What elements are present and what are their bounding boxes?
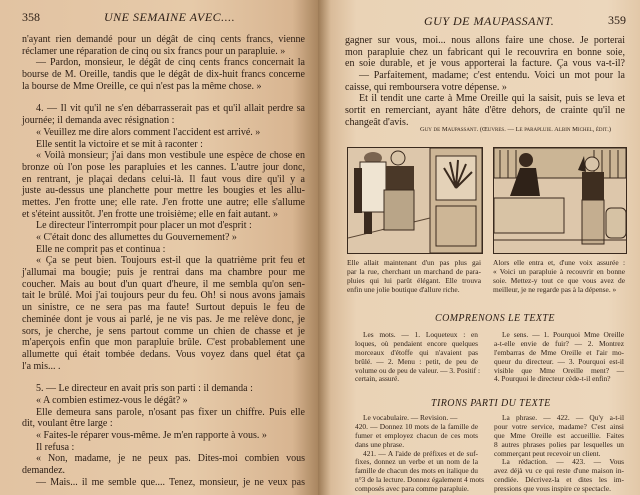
paragraph [22, 150, 305, 220]
text-line: commerçant peut recevoir un client. [494, 448, 601, 458]
paragraph [22, 430, 305, 442]
text-line: visible que Mme Oreille ment? — [494, 365, 624, 375]
text-line: mettes. J'en frotte une; elle rate. J'en frotte une autre; elle s'allume [22, 196, 305, 208]
comprenons-sens [494, 331, 624, 384]
running-head: GUY DE MAUPASSANT. [424, 14, 555, 28]
text-line: changeât d'avis. [345, 116, 409, 128]
paragraph [355, 448, 484, 494]
text-line: Elle allait maintenant d'un pas plus gai [347, 258, 481, 267]
running-head: UNE SEMAINE AVEC.... [104, 10, 236, 24]
text-line: 4. — Il vit qu'il ne s'en débarrasserait pas et qu'il allait perdre sa [36, 103, 305, 115]
text-line: Elle sentit la victoire et se mit à raconter : [36, 138, 203, 150]
text-line: bronze où l'on pose les parapluies et les cannes. L'autre jour donc, [22, 161, 305, 173]
text-line: pour votre service, madame? C'est ainsi [494, 421, 624, 431]
text-line: « Voici un parapluie à recouvrir en bonne [493, 267, 625, 276]
paragraph [22, 232, 305, 244]
paragraph [22, 442, 305, 454]
text-line: coucher. Mais au bout d'un quart d'heure, il me sembla qu'on sen- [22, 278, 305, 290]
paragraph [494, 331, 624, 384]
text-line: et s'éteint aussitôt. J'en frotte une troisième; elle en fait autant. » [22, 208, 279, 220]
text-line: « Voilà monsieur; j'ai dans mon vestibule une espèce de chose en [36, 150, 305, 162]
paragraph [22, 383, 305, 395]
paragraph [22, 57, 305, 92]
text-line: par la rue, cherchant un marchand de para- [347, 267, 481, 276]
text-line: La phrase. — 422. — Qu'y a-t-il [502, 413, 624, 422]
text-line: loques, où pendaient encore quelques [355, 338, 478, 348]
text-line: « Veuillez me dire alors comment l'accident est arrivé. » [36, 126, 261, 138]
text-line: dans une phrase. [355, 439, 405, 449]
tirons-phrase [494, 414, 624, 494]
page-number: 358 [22, 10, 40, 24]
paragraph-gap [22, 372, 305, 383]
paragraph [355, 330, 481, 384]
text-line: Le sens. — 1. Pourquoi Mme Oreille [502, 330, 624, 339]
text-line: réclamer une réparation de cinq ou six francs pour un parapluie. » [22, 45, 286, 57]
text-line: tait le brûlé. Moi j'ai toujours peur du feu. Oh! si nous avons jamais [22, 290, 305, 302]
text-line: que Mme Oreille est accueillie. Faites [494, 430, 624, 440]
text-line: enfin une jolie boutique d'allure riche. [347, 285, 460, 294]
text-line: m'aperçois enfin que mon parapluie brûle. C'est probablement une [22, 337, 305, 349]
paragraph [345, 35, 625, 70]
text-line: famille de chacun des mots en italique du [355, 466, 478, 476]
illustration-shop [493, 147, 627, 254]
text-line: sors, je cherche, je sens partout comme un chien de chasse et je [22, 325, 305, 337]
text-line: Il refusa : [36, 441, 75, 453]
paragraph [22, 407, 305, 430]
paragraph [345, 93, 625, 128]
text-line: un sinistre, ce ne sera pas ma faute! Surtout depuis le feu de [22, 302, 305, 314]
text-line: avez déjà vu ce qui reste d'une maison in- [494, 466, 624, 476]
text-line: Les mots. — 1. Loqueteux : en [363, 330, 478, 339]
right-page [318, 0, 640, 495]
illustration-shop-drawing [494, 148, 626, 253]
paragraph [22, 127, 305, 139]
illustration-street [347, 147, 483, 254]
text-line: Et il tendit une carte à Mme Oreille qui la saisit, puis se leva et [359, 93, 625, 105]
text-line: « C'était donc des allumettes du Gouvernement? » [36, 232, 237, 243]
text-line: allumette qui était tombée dedans. Vous voyez dans quel état ça [22, 348, 305, 360]
paragraph [347, 258, 481, 294]
text-line: certain, assuré. [355, 374, 400, 384]
paragraph [22, 34, 305, 57]
text-line: « Faites-le réparer vous-même. Je m'en rapporte à vous. » [36, 430, 267, 441]
paragraph [22, 220, 305, 232]
paragraph [22, 255, 305, 372]
paragraph [22, 395, 305, 407]
text-line: dit, voulant être large : [22, 418, 113, 430]
text-line: 4. Pourquoi le directeur cède-t-il enfin? [494, 374, 611, 384]
text-line: Elle demeura sans parole, n'osant pas fixer un chiffre. Puis elle [36, 406, 305, 418]
text-line: Le directeur l'interrompit pour placer un mot d'esprit : [36, 220, 252, 232]
text-line: l'a mis... . [22, 360, 61, 372]
text-line: pressions que vous inspire ce spectacle. [494, 484, 611, 494]
illustration-street-drawing [348, 148, 482, 253]
paragraph [345, 70, 625, 93]
text-line: — Pardon, monsieur, le dégât de cinq cents francs concernait la [36, 57, 305, 69]
text-line: caisse, qui remboursera votre dépense. » [345, 81, 507, 93]
page-number: 359 [608, 13, 626, 27]
paragraph [22, 139, 305, 151]
text-line: en rentrant, je plaçai dedans celui-là. Il faut vous dire qu'il y a [22, 173, 305, 185]
text-line: juste au-dessus une planchette pour mettre les bougies et les allu- [22, 185, 305, 197]
text-line: n'ayant rien demandé pour un dégât de cinq cents francs, vienne [22, 34, 305, 45]
text-line: composés avec para comme parapluie. [355, 484, 469, 494]
text-line: bourse de M. Oreille, tandis que le dégât de dix-huit francs concerne [22, 69, 305, 81]
text-line: demandez. [22, 465, 66, 477]
paragraph [22, 103, 305, 126]
text-line: fixes, donnez un verbe et un nom de la [355, 457, 478, 467]
text-line: volume ou de peu de valeur. — 3. Positif : [355, 365, 481, 375]
caption-left [347, 258, 481, 294]
section-title-comprenons: COMPRENONS LE TEXTE [435, 313, 555, 324]
comprenons-mots [355, 330, 481, 384]
paragraph [494, 414, 624, 458]
text-line: « Ça se peut bien. Toujours est-il que la quatrième prit feu et [36, 255, 305, 267]
text-line: brûlé. — 2. Menu : petit, de peu de [355, 356, 478, 366]
paragraph-gap [22, 92, 305, 103]
text-line: 8 autres phrases polies par lesquelles un [494, 439, 624, 449]
text-line: « A combien estimez-vous le dégât? » [36, 394, 188, 406]
paragraph [22, 244, 305, 256]
text-line: sortit en remerciant, ayant hâte d'être dehors, de crainte qu'il ne [345, 105, 625, 117]
text-line: meilleur, je ne regarde pas à la dépense. » [493, 285, 617, 294]
body-text [345, 35, 625, 129]
paragraph [493, 258, 625, 294]
text-line: en soie durable, et je vous apporterai la facture. Ça vous va-t-il? [345, 58, 625, 70]
text-line: fumer et employez chacun de ces mots [355, 430, 478, 440]
text-line: pluies qui lui parût élégant. Elle trouva [347, 276, 481, 285]
paragraph [22, 453, 305, 476]
tirons-vocabulaire [355, 413, 484, 494]
text-line: n°3 de la lecture. Donnez également 4 mots [355, 475, 484, 485]
text-line: queur du directeur. — 3. Pourquoi est-il [494, 356, 624, 366]
text-line: j'allumai ma bougie; puis je rentrai dans ma chambre pour me [22, 267, 305, 279]
text-line: Elle ne comprit pas et continua : [36, 243, 166, 255]
text-line: a-t-elle envie de fuir? — 2. Montrez [494, 338, 624, 348]
text-line: — Mais... il me semble que.... Tenez, monsieur, je ne veux pas [36, 476, 305, 488]
text-line: 420. — Donnez 10 mots de la famille de [355, 421, 478, 431]
text-line: — Parfaitement, madame; c'est entendu. Voici un mot pour la [359, 70, 625, 82]
text-line: soie. Mettez-y tout ce que vous avez de [493, 276, 625, 285]
paragraph [494, 458, 624, 494]
text-line: gagner sur vous, moi... nous allons faire une chose. Je porterai [345, 35, 625, 46]
text-line: morceaux d'étoffe qui n'avaient pas [355, 347, 478, 357]
text-line: « Non, madame, je ne peux pas. Dites-moi combien vous [36, 453, 305, 465]
text-line: cheminée dont je vous ai parlé, je ne vis pas. Je me relève donc, je [22, 313, 305, 325]
text-line: cendiée. Décrivez-la et dites les im- [494, 475, 624, 485]
section-title-tirons: TIRONS PARTI DU TEXTE [431, 398, 551, 409]
paragraph [22, 477, 305, 489]
text-line: Alors elle entra et, d'une voix assurée : [493, 258, 625, 267]
paragraph [355, 423, 478, 450]
text-line: La rédaction. — 423. — Vous [502, 457, 624, 467]
text-line: la bourse de Mme Oreille, ce qui n'est pas la même chose. » [22, 80, 262, 92]
left-page [0, 0, 318, 495]
text-line: Le vocabulaire. — Revision. — [363, 413, 458, 422]
text-line: 5. — Le directeur en avait pris son parti : il demanda : [36, 383, 253, 395]
text-line: 421. — A l'aide de préfixes et de suf- [363, 448, 478, 458]
text-line: l'embarras de Mme Oreille et l'air mo- [494, 347, 624, 357]
text-line: mon parapluie chez un fabricant qui le recouvrira en bonne soie, [345, 46, 625, 58]
text-line: journée; il demanda avec résignation : [22, 115, 175, 127]
caption-right [493, 258, 625, 294]
body-text [22, 34, 305, 488]
source-citation: Guy de Maupassant. (Œuvres. — Le parapluie. Albin Michel, édit.) [420, 126, 612, 133]
